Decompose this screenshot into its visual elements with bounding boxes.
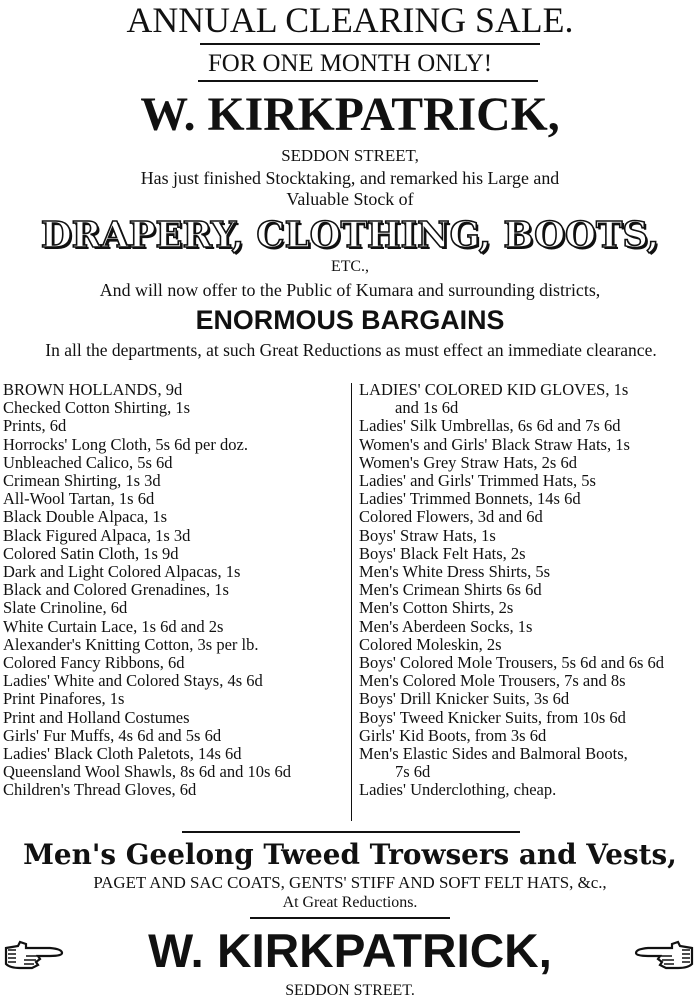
list-item: BROWN HOLLANDS, 9d	[3, 380, 183, 399]
street-name: SEDDON STREET,	[281, 146, 419, 165]
notice-line-2: Valuable Stock of	[286, 189, 414, 209]
offer-line: And will now offer to the Public of Kumara and surrounding districts,	[99, 280, 601, 300]
list-item: Boys' Drill Knicker Suits, 3s 6d	[359, 689, 570, 709]
list-item: Ladies' Silk Umbrellas, 6s 6d and 7s 6d	[359, 416, 621, 436]
duration-line: FOR ONE MONTH ONLY!	[207, 50, 493, 77]
list-item: Ladies' Underclothing, cheap.	[359, 780, 557, 800]
list-item: Crimean Shirting, 1s 3d	[3, 471, 161, 491]
list-item: Girls' Fur Muffs, 4s 6d and 5s 6d	[3, 725, 222, 745]
item-text: Men's Elastic Sides and Balmoral Boots,	[359, 744, 628, 764]
list-item: Ladies' Black Cloth Paletots, 14s 6d	[3, 744, 242, 764]
reductions-line: At Great Reductions.	[282, 894, 418, 911]
list-item: Black Double Alpaca, 1s	[3, 507, 168, 527]
list-item: Checked Cotton Shirting, 1s	[3, 398, 190, 418]
goods-heading: DRAPERY, CLOTHING, BOOTS,	[40, 215, 660, 256]
list-item: Boys' Straw Hats, 1s	[359, 525, 496, 545]
list-item: Boys' Tweed Knicker Suits, from 10s 6d	[359, 707, 626, 727]
notice-line-1: Has just finished Stocktaking, and remarked his Large and	[140, 168, 560, 188]
bargains-heading: ENORMOUS BARGAINS	[195, 305, 505, 335]
list-item: Men's Crimean Shirts 6s 6d	[359, 580, 542, 600]
list-item: Men's Aberdeen Socks, 1s	[359, 616, 533, 636]
list-item: Queensland Wool Shawls, 8s 6d and 10s 6d	[3, 762, 292, 782]
list-item: Boys' Colored Mole Trousers, 5s 6d and 6s 6d	[359, 653, 665, 673]
list-item: Unbleached Calico, 5s 6d	[3, 452, 173, 472]
list-item: Girls' Kid Boots, from 3s 6d	[359, 725, 547, 745]
list-item: Dark and Light Colored Alpacas, 1s	[3, 562, 241, 582]
intro-paragraph: In all the departments, at such Great Reductions as must effect an immediate clearance.	[45, 340, 657, 360]
list-item: Men's White Dress Shirts, 5s	[359, 562, 551, 582]
list-item: Black and Colored Grenadines, 1s	[3, 580, 229, 600]
column-divider	[351, 383, 352, 821]
list-item: Prints, 6d	[3, 416, 67, 436]
left-price-column	[3, 381, 348, 800]
list-item: Men's Colored Mole Trousers, 7s and 8s	[359, 671, 626, 691]
list-item: Children's Thread Gloves, 6d	[3, 780, 197, 800]
pointing-hand-left-icon	[632, 938, 694, 972]
list-item: Women's Grey Straw Hats, 2s 6d	[359, 452, 577, 472]
duration-rule	[198, 80, 538, 82]
list-item	[359, 381, 699, 417]
list-item	[359, 745, 699, 781]
list-item: Ladies' Trimmed Bonnets, 14s 6d	[359, 489, 581, 509]
sale-title: ANNUAL CLEARING SALE.	[126, 0, 574, 40]
list-item: Ladies' White and Colored Stays, 4s 6d	[3, 671, 263, 691]
title-rule	[200, 43, 540, 45]
right-price-column	[359, 381, 699, 800]
item-text: LADIES' COLORED KID GLOVES, 1s	[359, 380, 629, 399]
list-item: Colored Moleskin, 2s	[359, 634, 502, 654]
footer-merchant-name: W. KIRKPATRICK,	[148, 925, 552, 978]
footer-street-name: SEDDON STREET.	[285, 982, 415, 999]
reductions-rule	[250, 917, 450, 919]
list-item: Colored Flowers, 3d and 6d	[359, 507, 543, 527]
list-item: Horrocks' Long Cloth, 5s 6d per doz.	[3, 434, 248, 454]
price-list	[0, 381, 700, 824]
list-item: Alexander's Knitting Cotton, 3s per lb.	[3, 634, 259, 654]
list-item: Colored Fancy Ribbons, 6d	[3, 653, 185, 673]
list-item: Slate Crinoline, 6d	[3, 598, 128, 618]
list-item: Boys' Black Felt Hats, 2s	[359, 543, 526, 563]
list-item: Colored Satin Cloth, 1s 9d	[3, 543, 179, 563]
item-continuation: 7s 6d	[395, 762, 431, 782]
list-item: All-Wool Tartan, 1s 6d	[3, 489, 155, 509]
list-item: Women's and Girls' Black Straw Hats, 1s	[359, 434, 630, 454]
item-continuation: and 1s 6d	[395, 398, 459, 418]
list-item: Print Pinafores, 1s	[3, 689, 125, 709]
list-item: White Curtain Lace, 1s 6d and 2s	[3, 616, 224, 636]
footer-rule	[182, 831, 520, 833]
etc-line: ETC.,	[331, 258, 369, 275]
list-item: Print and Holland Costumes	[3, 707, 190, 727]
list-item: Men's Cotton Shirts, 2s	[359, 598, 514, 618]
list-item: Ladies' and Girls' Trimmed Hats, 5s	[359, 471, 596, 491]
list-item: Black Figured Alpaca, 1s 3d	[3, 525, 191, 545]
coats-line: PAGET AND SAC COATS, GENTS' STIFF AND SOFT FELT HATS, &c.,	[93, 873, 607, 892]
tweed-heading: Men's Geelong Tweed Trowsers and Vests,	[23, 838, 677, 871]
merchant-name: W. KIRKPATRICK,	[140, 88, 560, 141]
